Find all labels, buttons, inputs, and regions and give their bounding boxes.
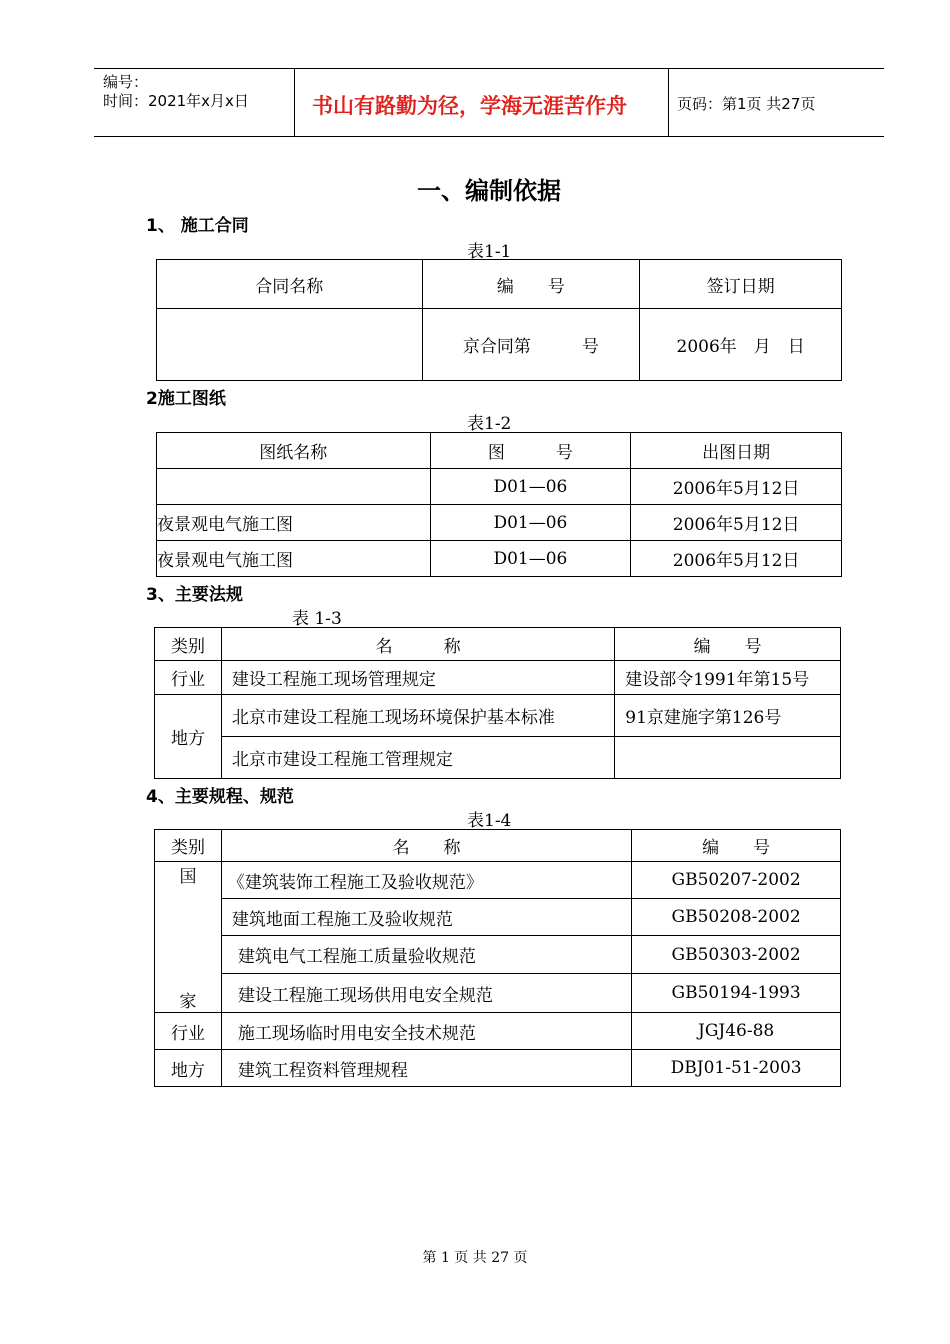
header-cell: 编 号: [422, 260, 640, 309]
header-cell: 图 号: [430, 433, 631, 469]
section-heading: 1、 施工合同: [146, 216, 249, 236]
page-title: 一、编制依据: [417, 177, 561, 205]
standard-code-cell: DBJ01-51-2003: [632, 1050, 841, 1087]
table-row: [157, 309, 842, 381]
table-row: [155, 661, 841, 695]
standard-name-cell: 建筑电气工程施工质量验收规范: [221, 936, 631, 974]
drawing-name-cell: [157, 469, 431, 505]
standard-code-cell: GB50303-2002: [632, 936, 841, 974]
header-cell: 类别: [155, 830, 222, 862]
section-heading: 2施工图纸: [146, 389, 226, 409]
contract-date-cell: 2006年 月 日: [640, 309, 842, 381]
table-row: [157, 469, 842, 505]
header-divider: [668, 68, 669, 136]
standard-name-cell: 《建筑装饰工程施工及验收规范》: [221, 862, 631, 899]
header-cell: 编 号: [615, 628, 841, 661]
table-row: [155, 862, 841, 899]
section-heading: 3、主要法规: [146, 585, 243, 605]
table-header-row: [157, 260, 842, 309]
table-row: [155, 695, 841, 737]
drawing-date-cell: 2006年5月12日: [631, 505, 842, 541]
regulation-code-cell: 91京建施字第126号: [615, 695, 841, 737]
standard-name-cell: 建设工程施工现场供用电安全规范: [221, 974, 631, 1013]
contract-table: [156, 259, 842, 381]
table-row: [155, 1050, 841, 1087]
page-info: 页码：第1页 共27页: [677, 95, 816, 113]
header-cell: 类别: [155, 628, 222, 661]
regulations-table: [154, 627, 841, 779]
drawing-date-cell: 2006年5月12日: [631, 541, 842, 577]
drawing-number-cell: D01—06: [430, 541, 631, 577]
category-cell: 行业: [155, 1013, 222, 1050]
regulation-name-cell: 北京市建设工程施工现场环境保护基本标准: [221, 695, 614, 737]
header-cell: 出图日期: [631, 433, 842, 469]
page-footer: 第 1 页 共 27 页: [422, 1250, 528, 1266]
category-cell: 地方: [155, 695, 222, 779]
regulation-code-cell: [615, 737, 841, 779]
standard-code-cell: GB50194-1993: [632, 974, 841, 1013]
category-char: 国: [179, 867, 197, 887]
table-row: [157, 505, 842, 541]
header-cell: 签订日期: [640, 260, 842, 309]
contract-name-cell: [157, 309, 423, 381]
table-header-row: [155, 628, 841, 661]
table-row: [155, 1013, 841, 1050]
standard-name-cell: 施工现场临时用电安全技术规范: [221, 1013, 631, 1050]
table-caption: 表1-4: [467, 811, 512, 831]
category-cell: 地方: [155, 1050, 222, 1087]
drawing-date-cell: 2006年5月12日: [631, 469, 842, 505]
header-cell: 名 称: [221, 830, 631, 862]
standard-code-cell: GB50208-2002: [632, 899, 841, 936]
standards-table: [154, 829, 841, 1087]
time-label: 时间：2021年x月x日: [103, 92, 249, 110]
contract-number-cell: 京合同第 号: [422, 309, 640, 381]
header-bottom-rule: [94, 136, 884, 137]
header-cell: 图纸名称: [157, 433, 431, 469]
regulation-code-cell: 建设部令1991年第15号: [615, 661, 841, 695]
header-divider: [294, 68, 295, 136]
standard-code-cell: GB50207-2002: [632, 862, 841, 899]
drawing-name-cell: 夜景观电气施工图: [157, 541, 431, 577]
table-caption: 表1-1: [467, 242, 512, 262]
table-header-row: [155, 830, 841, 862]
category-char: 家: [179, 992, 197, 1012]
standard-name-cell: 建筑地面工程施工及验收规范: [221, 899, 631, 936]
serial-label: 编号：: [103, 73, 149, 91]
regulation-name-cell: 北京市建设工程施工管理规定: [221, 737, 614, 779]
table-caption: 表1-2: [467, 414, 512, 434]
drawing-number-cell: D01—06: [430, 469, 631, 505]
motto-text: 书山有路勤为径，学海无涯苦作舟: [312, 94, 627, 118]
table-row: [155, 737, 841, 779]
table-caption: 表 1-3: [292, 609, 342, 629]
table-row: [155, 974, 841, 1013]
header-cell: 名 称: [221, 628, 614, 661]
regulation-name-cell: 建设工程施工现场管理规定: [221, 661, 614, 695]
table-row: [157, 541, 842, 577]
category-cell: 行业: [155, 661, 222, 695]
section-heading: 4、主要规程、规范: [146, 787, 294, 807]
drawings-table: [156, 432, 842, 577]
table-row: [155, 899, 841, 936]
standard-name-cell: 建筑工程资料管理规程: [221, 1050, 631, 1087]
table-row: [155, 936, 841, 974]
drawing-number-cell: D01—06: [430, 505, 631, 541]
standard-code-cell: JGJ46-88: [632, 1013, 841, 1050]
header-cell: 编 号: [632, 830, 841, 862]
header-top-rule: [94, 68, 884, 69]
drawing-name-cell: 夜景观电气施工图: [157, 505, 431, 541]
table-header-row: [157, 433, 842, 469]
header-cell: 合同名称: [157, 260, 423, 309]
category-cell-national: [155, 862, 222, 1013]
